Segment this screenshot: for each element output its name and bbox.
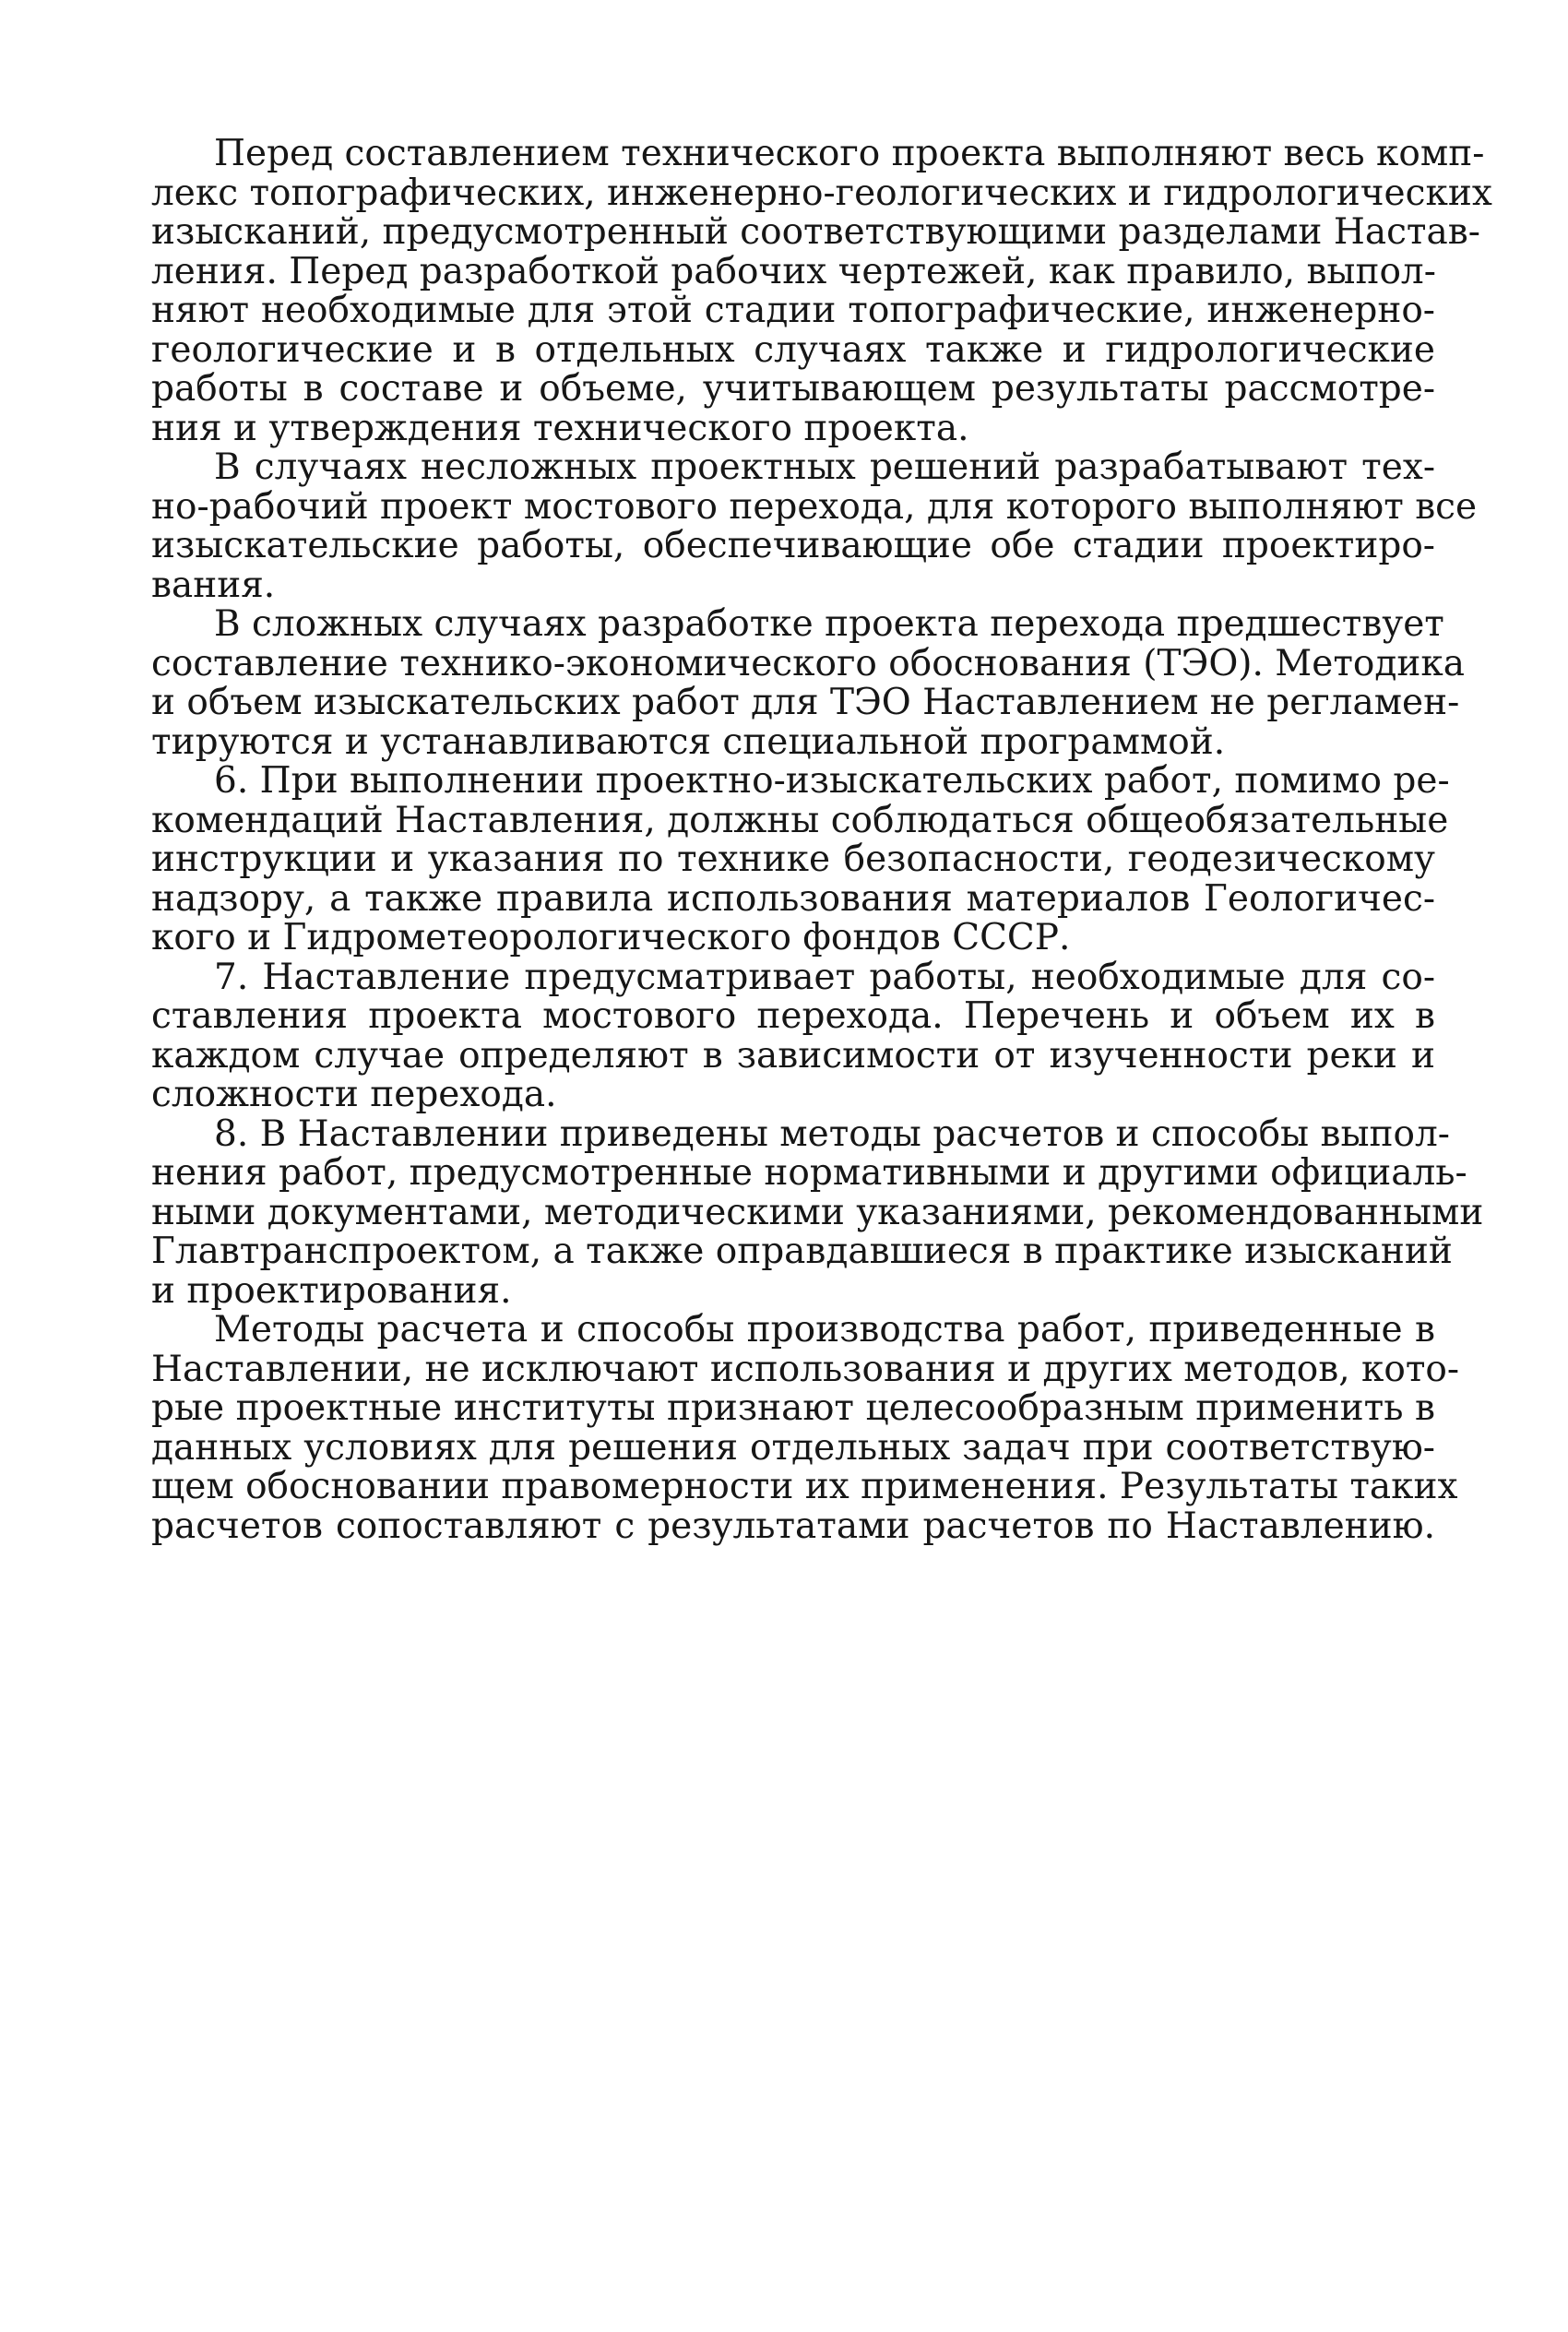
text-line: лекс топографических, инженерно-геологических и гидрологических bbox=[151, 172, 1492, 214]
paragraph-2 bbox=[151, 446, 1478, 606]
text-line: рые проектные институты признают целесообразным применить в bbox=[151, 1387, 1435, 1429]
text-line: изысканий, предусмотренный соответствующими разделами Настав- bbox=[151, 211, 1480, 253]
text-line: сложности перехода. bbox=[151, 1074, 557, 1115]
paragraph-item-6 bbox=[151, 760, 1450, 958]
text-line: 7. Наставление предусматривает работы, необходимые для со- bbox=[214, 956, 1435, 998]
body-text bbox=[151, 133, 1492, 1547]
text-line: ставления проекта мостового перехода. Перечень и объем их в bbox=[151, 995, 1435, 1037]
text-line: В случаях несложных проектных решений разрабатывают тех- bbox=[214, 446, 1435, 488]
text-line: каждом случае определяют в зависимости от изученности реки и bbox=[151, 1034, 1435, 1077]
text-line: инструкции и указания по технике безопасности, геодезическому bbox=[151, 839, 1435, 880]
text-line: вания. bbox=[151, 564, 276, 606]
text-line: изыскательские работы, обеспечивающие обе стадии проектиро- bbox=[151, 525, 1435, 566]
text-line: Наставлении, не исключают использования и других методов, кото- bbox=[151, 1348, 1460, 1390]
text-line: геологические и в отдельных случаях также и гидрологические bbox=[151, 328, 1435, 371]
text-line: и объем изыскательских работ для ТЭО Наставлением не регламен- bbox=[151, 682, 1460, 723]
paragraph-3 bbox=[151, 603, 1466, 763]
text-line: но-рабочий проект мостового перехода, для которого выполняют все bbox=[151, 485, 1478, 528]
text-line: Методы расчета и способы производства работ, приведенные в bbox=[214, 1309, 1435, 1350]
text-line: работы в составе и объеме, учитывающем результаты рассмотре- bbox=[151, 368, 1435, 410]
text-line: кого и Гидрометеорологического фондов СССР. bbox=[151, 917, 1071, 958]
paragraph-item-8 bbox=[151, 1112, 1484, 1312]
text-line: расчетов сопоставляют с результатами расчетов по Наставлению. bbox=[151, 1505, 1435, 1547]
text-line: В сложных случаях разработке проекта перехода предшествует bbox=[214, 603, 1444, 645]
text-line: ления. Перед разработкой рабочих чертежей, как правило, выпол- bbox=[151, 250, 1436, 292]
text-line: няют необходимые для этой стадии топографические, инженерно- bbox=[151, 290, 1435, 331]
text-line: щем обосновании правомерности их применения. Результаты таких bbox=[151, 1466, 1458, 1507]
text-line: 8. В Наставлении приведены методы расчетов и способы выпол- bbox=[214, 1112, 1450, 1155]
text-line: и проектирования. bbox=[151, 1269, 512, 1312]
text-line: тируются и устанавливаются специальной программой. bbox=[151, 720, 1226, 763]
text-line: данных условиях для решения отдельных задач при соответствую- bbox=[151, 1426, 1435, 1469]
text-line: 6. При выполнении проектно-изыскательских работ, помимо ре- bbox=[214, 760, 1450, 802]
paragraph-1 bbox=[151, 133, 1492, 449]
text-line: ными документами, методическими указаниями, рекомендованными bbox=[151, 1191, 1484, 1233]
text-line: комендаций Наставления, должны соблюдаться общеобязательные bbox=[151, 799, 1449, 841]
text-line: составление технико-экономического обоснования (ТЭО). Методика bbox=[151, 642, 1466, 684]
paragraph-item-7 bbox=[151, 958, 1435, 1115]
text-line: нения работ, предусмотренные нормативными и другими официаль- bbox=[151, 1152, 1467, 1194]
text-line: Главтранспроектом, а также оправдавшиеся в практике изысканий bbox=[151, 1231, 1453, 1272]
text-line: ния и утверждения технического проекта. bbox=[151, 407, 969, 449]
text-line: надзору, а также правила использования материалов Геологичес- bbox=[151, 877, 1435, 920]
text-line: Перед составлением технического проекта выполняют весь комп- bbox=[214, 133, 1485, 174]
paragraph-7 bbox=[151, 1309, 1460, 1547]
